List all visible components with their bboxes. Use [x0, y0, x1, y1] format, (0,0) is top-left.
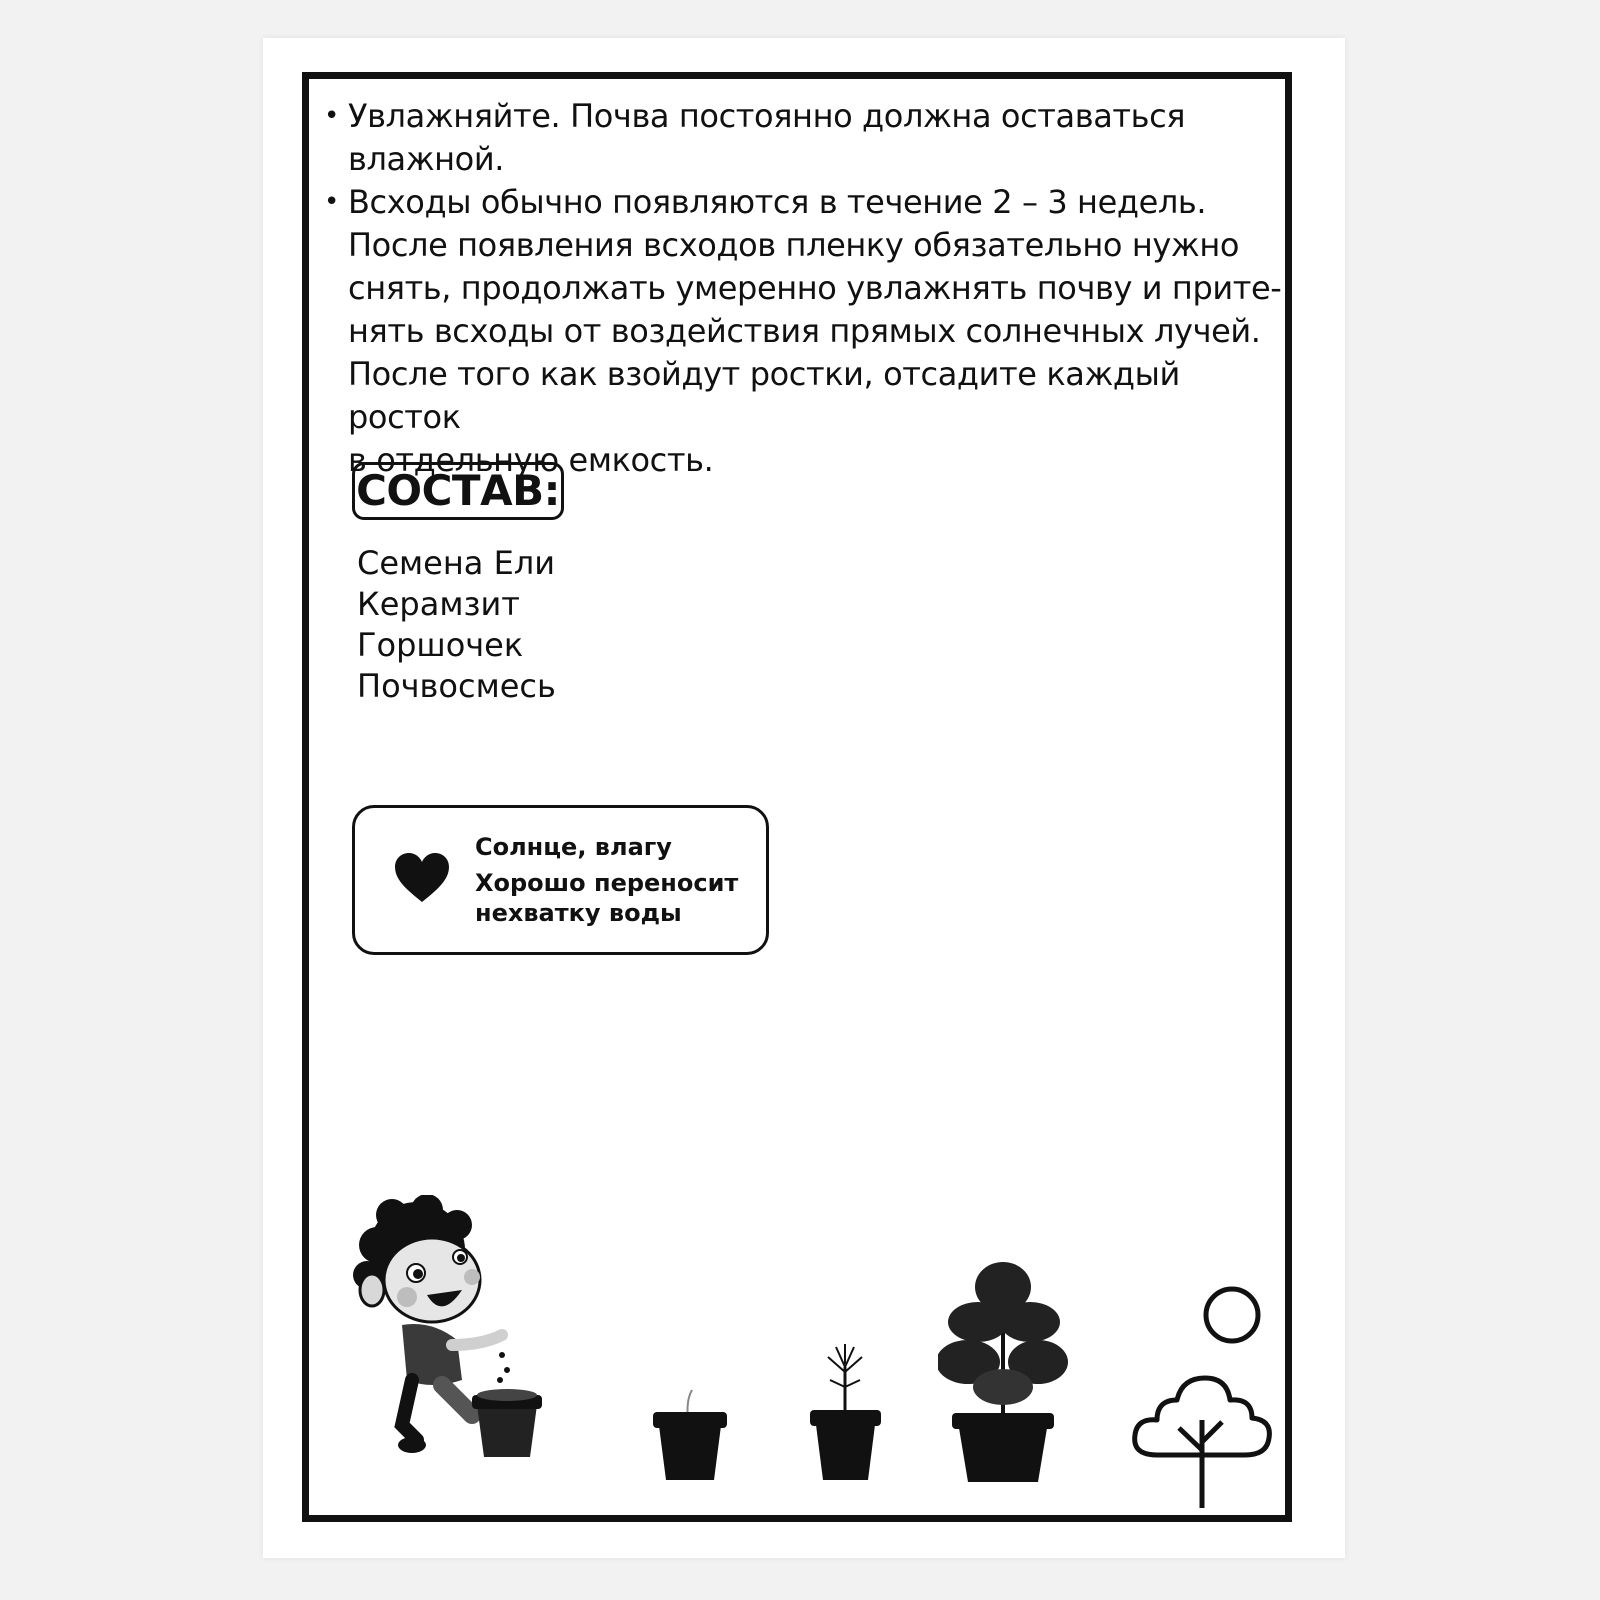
- boy-planting-icon: [332, 1195, 562, 1485]
- heart-icon: [393, 852, 451, 904]
- young-spruce-pot-icon: [938, 1247, 1068, 1482]
- text-line: нять всходы от воздействия прямых солнечных лучей.: [348, 312, 1261, 350]
- text-line: После появления всходов пленку обязательно нужно: [348, 226, 1240, 264]
- composition-list: [357, 543, 556, 707]
- seed-pot-icon: [650, 1340, 730, 1480]
- instructions-section: [322, 95, 1282, 482]
- instruction-sprouting: [322, 181, 1282, 482]
- care-box: [352, 805, 769, 955]
- composition-item: Семена Ели: [357, 544, 556, 582]
- bullet: •: [324, 101, 339, 131]
- text-line: снять, продолжать умеренно увлажнять почву и прите-: [348, 269, 1282, 307]
- text-line: После того как взойдут ростки, отсадите каждый росток: [348, 355, 1180, 436]
- tree-icon: [1127, 1370, 1277, 1510]
- care-text: [475, 832, 738, 928]
- text-line: влажной.: [348, 140, 505, 178]
- care-likes: Солнце, влагу: [475, 833, 672, 861]
- instruction-watering: [322, 95, 1282, 181]
- composition-item: Горшочек: [357, 626, 524, 664]
- composition-heading: СОСТАВ:: [352, 462, 564, 520]
- composition-item: Почвосмесь: [357, 667, 556, 705]
- composition-item: Керамзит: [357, 585, 520, 623]
- text-line: в отдельную емкость.: [348, 441, 714, 479]
- care-tolerance-line: нехватку воды: [475, 899, 682, 927]
- care-tolerance-line: Хорошо переносит: [475, 869, 739, 897]
- text-line: Увлажняйте. Почва постоянно должна оставаться: [348, 97, 1186, 135]
- text-line: Всходы обычно появляются в течение 2 – 3 недель.: [348, 183, 1207, 221]
- sun-icon: [1200, 1283, 1264, 1347]
- sprout-pot-icon: [808, 1342, 883, 1482]
- bullet: •: [324, 187, 339, 217]
